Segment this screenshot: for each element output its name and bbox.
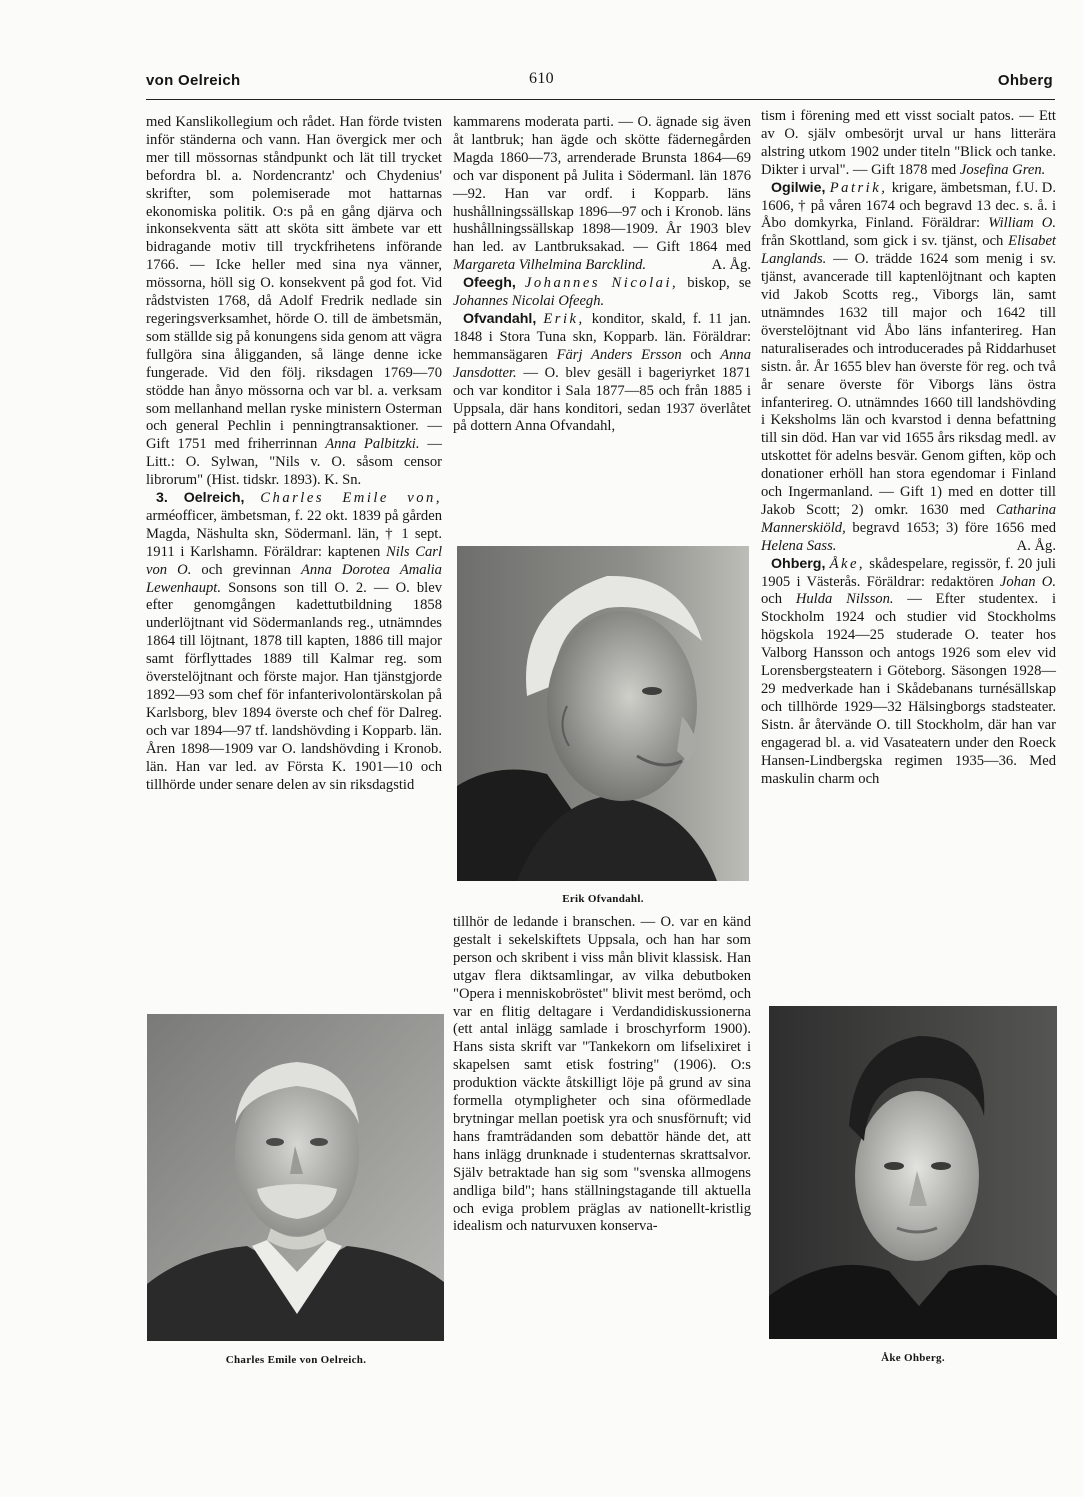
page-number: 610: [529, 70, 554, 87]
column-2-continued: [453, 914, 751, 1236]
entry-name: Ofvandahl,: [463, 310, 537, 327]
entry-ofvandahl: Ofvandahl, Erik, konditor, skald, f. 11 jan. 1848 i Stora Tuna skn, Kopparb. län. Föräldrar: hemmansägaren Färj Anders Ersson och Anna Jansdotter. — O. blev gesäll i bageriyrket 1871 och var konditor i Sala 1877—85 och från 1885 i Uppsala, där hans konditori, sedan 1937 överlåtet på dottern Anna Ofvandahl,: [453, 310, 751, 435]
header-rule: [146, 99, 1055, 100]
ofvandahl-continuation: tillhör de ledande i branschen. — O. var en känd gestalt i sekelskiftets Uppsala, och han har som person och skribent i viss mån blivit klassisk. Han utgav flera diktsamlingar, av vilka debutboken "Opera i menniskobröstet" blivit mest berömd, och var en flitig deltagare i Verdandidiskussionerna (ett antal inlägg samlade i broschyrform 1900). Hans sista skrift var "Tankekorn om lifselixiret i skapelsen samt etisk fostring" (1906). O:s produktion väckte åtskilligt löje på grund av sina formella otympligheter och sina oförmedlade brytningar mellan poetisk yra och snusförnuft; vid hans framträdanden som debattör hände det, att hans inlägg drunknade i studenternas skrattsalvor. Själv betraktade han sig som "svenska allmogens andliga bild"; hans ställningstagande till aktuella och eviga problem präglas av nationellt-kristlig idealism och naturvuxen konserva-: [453, 914, 751, 1235]
running-head-right: Ohberg: [997, 72, 1053, 89]
portrait-ohberg: [769, 1006, 1057, 1339]
entry-oelreich-3: 3. Oelreich, Charles Emile von, arméofficer, ämbetsman, f. 22 okt. 1839 på gården Magda, Näshulta skn, Södermanl. län, † 1 sept. 1911 i Karlshamn. Föräldrar: kaptenen Nils Carl von O. och grevinnan Anna Dorotea Amalia Lewenhaupt. Sonsons son till O. 2. — O. blev efter genomgången kadettutbildning 1858 underlöjtnant vid Södermanlands reg., utnämndes 1864 till löjtnant, 1878 till kapten, 1886 till major samt förflyttades 1889 till Kalmar reg. som överstelöjtnant och förste major. Han tjänstgjorde 1892—93 som chef för infanterivolontärskolan på Karlsborg, blev 1894 överste och chef för Dalreg. och var 1894—97 tf. landshövding i Kopparb. län. Åren 1898—1909 var O. landshövding i Kronob. län. Han var led. av Första K. 1901—10 och tillhörde under senare delen av sin riksdagstid: [146, 490, 443, 793]
entry-ogilwie: Ogilwie, Patrik, krigare, ämbetsman, f. 1606, † på våren 1674 och begravd 13 dec. s. å. i Åbo domkyrka, Finland. Föräldrar: William O. från Skottland, som gick i sv. tjänst, och Elisabet Langlands. — O. trädde 1624 som menig i sv. tjänst, avancerade till kaptenlöjtnant och kapten vid Jakob Scotts reg., Viborgs län, samt utnämndes 1632 till major och 1642 till överstelöjtnant vid Åbo läns infanterireg. Han naturaliserades och introducerades på Riddarhuset sistn. år. År 1655 blev han överste för reg. och två år senare överste för Viborgs läns östra infanterireg. O. utnämndes 1660 till landshövding i Keksholms län och kvarstod i denna befattning till sin död. Han var vid 1655 års riksdag medl. av utskottet för adelns besvär. Genom giften, köp och donationer erhöll han stora egendomar i Finland och Ingermanland. — Gift 1) med en dotter till Jakob Scott; 2) omkr. 1630 med Catharina Mannerskiöld, begravd 1653; 3) före 1656 med Helena Sass. A. Åg.: [761, 179, 1056, 554]
caption-oelreich: Charles Emile von Oelreich.: [225, 1354, 367, 1366]
entry-name: Ofeegh,: [463, 275, 516, 292]
entry-name: Ogilwie,: [771, 179, 826, 196]
entry-ohberg: Ohberg, Åke, skådespelare, regissör, f. 20 juli 1905 i Västerås. Föräldrar: redaktören Johan O. och Hulda Nilsson. — Efter studentex. i Stockholm 1924 och studier vid Stockholms högskola 1924—25 studerade O. teater hos Valborg Hansson och antogs 1926 som elev vid Lorensbergsteatern i Göteborg. Säsongen 1928—29 medverkade han i Skådebanans turnésällskap och tillhörde 1929—32 Hälsingborgs stadsteater. Sistn. år återvände O. till Stockholm, där han var engagerad bl. a. vid Vasateatern under den Roeck Hansen-Lindbergska regimen 1935—36. Med maskulin charm och: [761, 555, 1056, 787]
ofvandahl-end: tism i förening med ett visst socialt patos. — Ett av O. själv ombesörjt urval ur hans litterära alstring utkom 1902 under titeln "Blick och tanke. Dikter i urval". — Gift 1878 med Josefina Gren. U. D.: [761, 108, 1056, 196]
portrait-ofvandahl: [457, 546, 749, 881]
caption-ohberg: Åke Ohberg.: [881, 1352, 945, 1364]
column-3: [761, 108, 1056, 788]
column-1: [146, 114, 442, 794]
running-head-left: von Oelreich: [146, 72, 241, 89]
entry-name: Ohberg,: [771, 555, 826, 572]
oelreich-2-continuation: med Kanslikollegium och rådet. Han förde tvisten inför ständerna och vann. Han övergick mer och mer till mössornas ståndpunkt och lät till trycket befordra bl. a. Nordencrantz' och Chydenius' skrifter, som polemiserade mot hattarnas ekonomiska politik. O:s på en gång djärva och inkonsekventa sätt att sköta sitt ämbete var ett bidragande motiv till tryckfrihetens införande 1766. — Icke heller med sina nya vänner, mössorna, höll sig O. konsekvent på god fot. Vid rådstvisten 1768, då Adolf Fredrik nedlade sin regeringsverksamhet, hörde O. till de ämbetsmän, som ställde sig på konungens sida genom att vägra fullgöra sina åligganden, så länge denne icke fungerade. Vid den följ. riksdagen 1769—70 stödde han ånyo mössorna och var bl. a. verksam som mellanhand mellan ryske ministern Osterman och general Pechlin i penningtransaktioner. — Gift 1751 med friherrinnan Anna Palbitzki. — Litt.: O. Sylwan, "Nils v. O. såsom censor librorum" (Hist. tidskr. 1893). K. Sn.: [146, 114, 442, 489]
signature: A. Åg.: [711, 257, 751, 274]
entry-ofeegh: Ofeegh, Johannes Nicolai, biskop, se Johannes Nicolai Ofeegh.: [453, 275, 751, 310]
column-2: [453, 114, 751, 436]
portrait-oelreich: [147, 1014, 444, 1341]
caption-ofvandahl: Erik Ofvandahl.: [562, 893, 644, 905]
oelreich-3-continuation: kammarens moderata parti. — O. ägnade sig även åt lantbruk; han ägde och skötte fädernegården Magda 1860—73, arrenderade Brunsta 1864—69 och var disponent på Julita i Södermanl. län 1876—92. Han var ordf. i Kopparb. läns hushållningssällskap 1896—97 och i Kronob. läns hushållningssällskap 1898—1909. År 1903 blev han led. av Lantbruksakad. — Gift 1864 med Margareta Vilhelmina Barcklind. A. Åg.: [453, 114, 751, 274]
signature: U. D.: [1023, 179, 1056, 196]
entry-name: Oelreich,: [183, 490, 245, 507]
signature: A. Åg.: [1016, 537, 1056, 554]
